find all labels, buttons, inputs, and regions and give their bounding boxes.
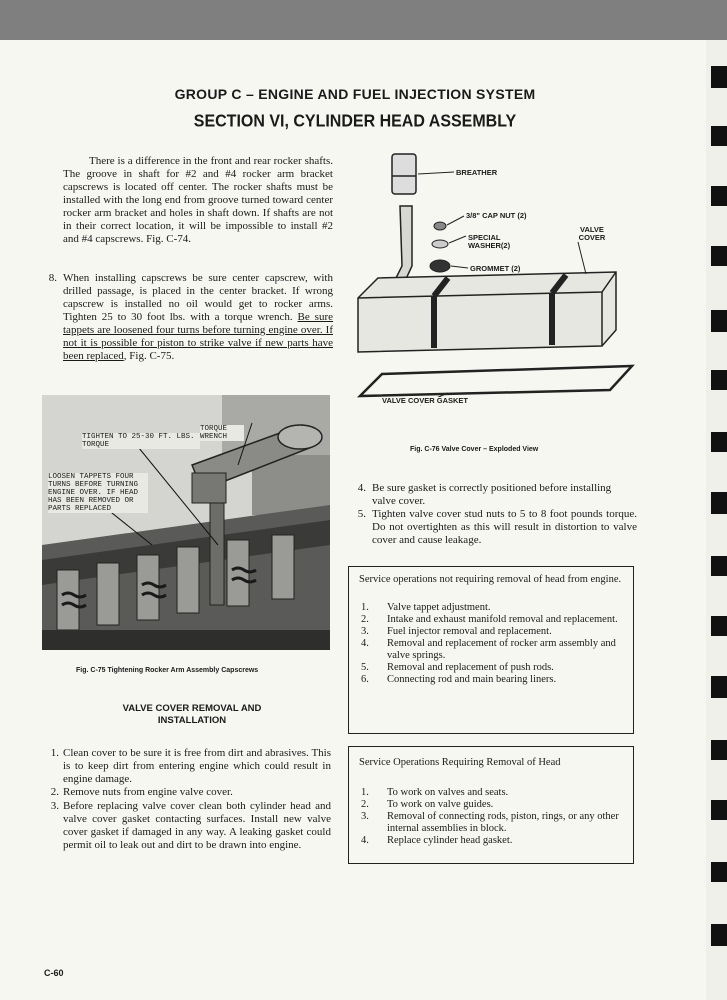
removal-step-4 [357,482,637,508]
box2-item: 3. Removal of connecting rods, piston, rings, or any other internal assemblies in block. [361,811,619,834]
box-requiring-removal [348,746,634,864]
fig-c76-diagram [350,150,640,430]
step-8 [48,272,334,363]
removal-step-3-text: Before replacing valve cover clean both cylinder head and valve cover gasket contacting surfaces. Install new valve cover gasket if damaged in any way. A leaking gasket could permit oil to leak out and dirt to be drawn into engine. [63,800,331,851]
step-8-suffix: , Fig. C-75. [123,350,175,362]
intro-paragraph: There is a difference in the front and rear rocker shafts. The groove in shaft for #2 and #4 rocker arm bracket capscrews is located off center. The rocker shafts must be installed with the long end from groove turned toward center rocker arm bracket and holes in shaft down. If shafts are not in their correct location, it will be impossible to install #2 and #4 capscrews. Fig. C-74. [63,155,333,245]
removal-step-4-number: 4. [357,482,366,494]
fig-c75-photo [42,395,330,650]
removal-step-3-number: 3. [50,800,59,812]
step-8-number: 8. [48,272,57,284]
removal-step-2 [50,786,331,799]
box2-title: Service Operations Requiring Removal of Head [359,757,561,768]
label-cap-nut: 3/8" CAP NUT (2) [466,211,527,220]
box1-item: 5. Removal and replacement of push rods. [361,662,554,673]
box1-item: 4. Removal and replacement of rocker arm assembly and valve springs. [361,638,616,661]
label-tighten: TIGHTEN TO 25-30 FT. LBS. TORQUE [82,433,200,449]
gasket-part [360,366,632,396]
section-title: SECTION VI, CYLINDER HEAD ASSEMBLY [193,112,517,131]
group-title: GROUP C – ENGINE AND FUEL INJECTION SYSTEM [174,86,536,102]
removal-step-5-text: Tighten valve cover stud nuts to 5 to 8 foot pounds torque. Do not overtighten as this will result in distortion to valve cover and cause leakage. [372,508,637,546]
label-grommet: GROMMET (2) [470,264,521,273]
removal-step-5-number: 5. [357,508,366,520]
box2-item: 2. To work on valve guides. [361,799,494,810]
box1-item: 2. Intake and exhaust manifold removal and replacement. [361,614,618,625]
box2-item: 4. Replace cylinder head gasket. [361,835,513,846]
label-special-washer: SPECIAL WASHER(2) [468,233,511,250]
valve-cover-part [358,272,616,352]
removal-step-1-number: 1. [50,747,59,759]
box-not-requiring-removal [348,566,634,734]
box2-item: 1. To work on valves and seats. [361,787,509,798]
page-number: C-60 [44,968,64,978]
breather-part [392,154,416,194]
removal-step-1-text: Clean cover to be sure it is free from dirt and abrasives. This is to keep dirt from entering engine which could result in engine damage. [63,747,331,785]
removal-step-3 [50,800,331,852]
removal-heading: VALVE COVER REMOVAL AND INSTALLATION [122,703,262,726]
removal-step-4-text: Be sure gasket is correctly positioned before installing valve cover. [372,482,612,507]
index-tabs [706,40,727,1000]
removal-step-5 [357,508,637,547]
fig-c75-caption: Fig. C-75 Tightening Rocker Arm Assembly Capscrews [76,667,259,674]
label-breather: BREATHER [456,168,498,177]
label-loosen-tappets: LOOSEN TAPPETS FOUR TURNS BEFORE TURNING ENGINE OVER. IF HEAD HAS BEEN REMOVED OR PARTS REPLACED [48,473,148,513]
box1-item: 3. Fuel injector removal and replacement. [361,626,552,637]
fig-c76-caption: Fig. C-76 Valve Cover – Exploded View [410,446,539,453]
scan-top-border [0,0,727,44]
removal-step-2-number: 2. [50,786,59,798]
removal-step-2-text: Remove nuts from engine valve cover. [63,786,233,798]
removal-step-1 [50,747,331,786]
label-valve-cover: VALVE COVER [578,225,606,242]
label-valve-cover-gasket: VALVE COVER GASKET [382,396,468,405]
step-8-warning: Be sure tappets are loosened four turns before turning engine over. If not it is possible for piston to strike valve if new parts have been replaced [63,311,334,362]
box1-item: 6. Connecting rod and main bearing liners. [361,674,557,685]
box1-item: 1. Valve tappet adjustment. [361,602,491,613]
box1-title: Service operations not requiring removal of head from engine. [359,574,622,585]
step-8-text: When installing capscrews be sure center capscrew, with drilled passage, is placed in the center bracket. If wrong capscrew is installed no oil would get to rocker arms. Tighten 25 to 30 foot lbs. with a torque wrench. [63,272,333,323]
label-torque-wrench: TORQUE WRENCH [200,425,244,441]
